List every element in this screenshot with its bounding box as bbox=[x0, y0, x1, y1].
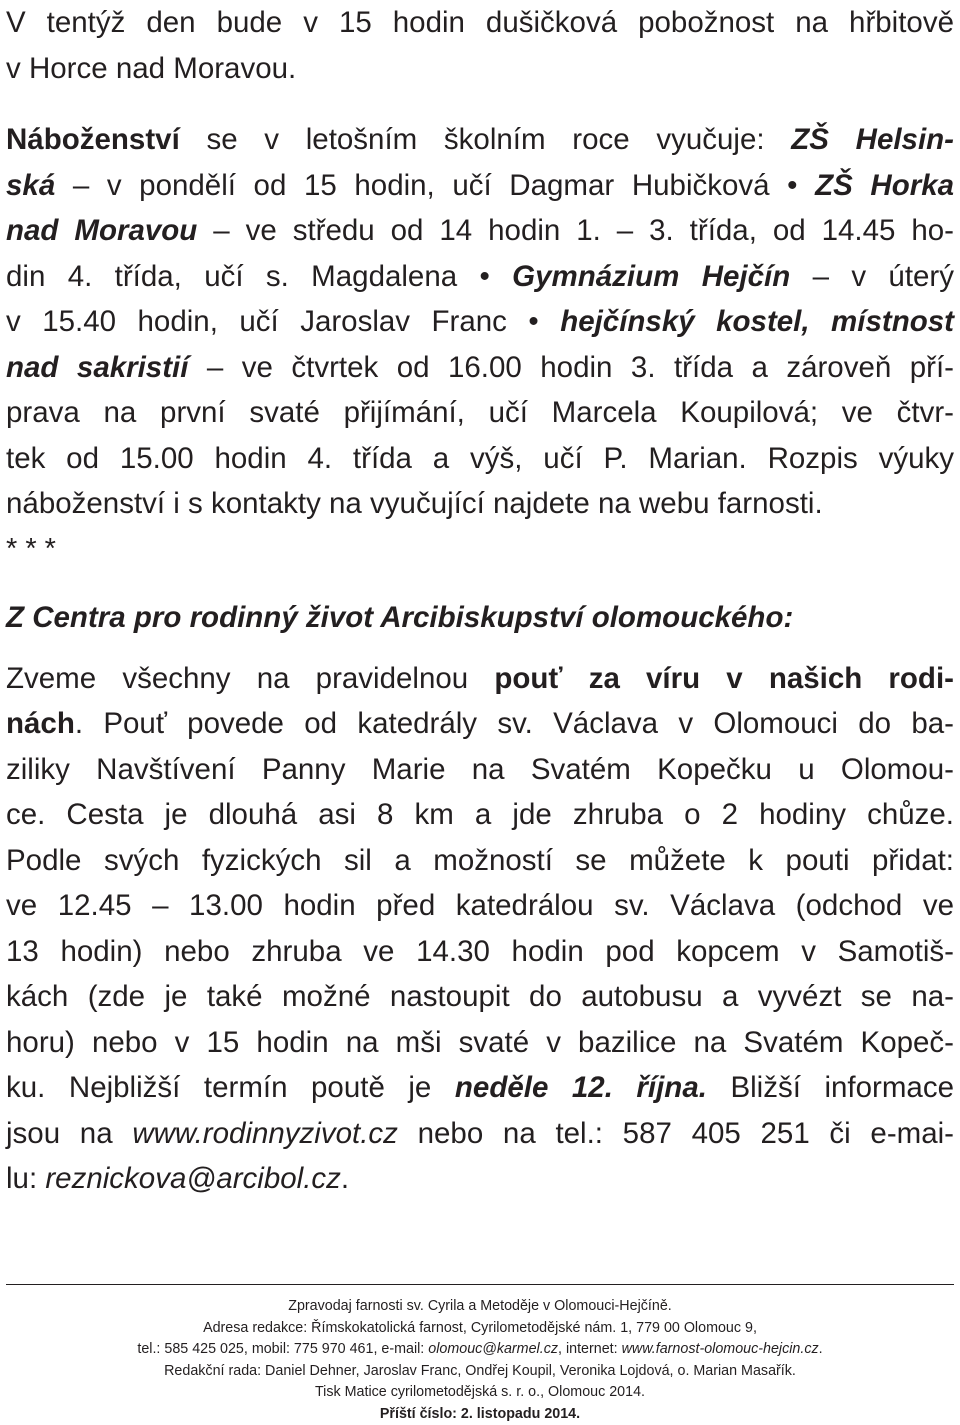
text-line: nách. Pouť povede od katedrály sv. Václava v Olomouci do ba- bbox=[6, 701, 954, 747]
text-line: prava na první svaté přijímání, učí Marcela Koupilová; ve čtvr- bbox=[6, 390, 954, 436]
text-line: din 4. třída, učí s. Magdalena • Gymnázium Hejčín – v úterý bbox=[6, 254, 954, 300]
term-nabozenstvi: Náboženství bbox=[6, 123, 180, 156]
section-separator: * * * bbox=[6, 527, 954, 572]
article bbox=[6, 0, 954, 1202]
footer-email-link[interactable]: olomouc@karmel.cz bbox=[428, 1341, 558, 1357]
text-line: v Horce nad Moravou. bbox=[6, 46, 954, 92]
footer-website-link[interactable]: www.farnost-olomouc-hejcin.cz bbox=[622, 1341, 819, 1357]
text-line: ziliky Navštívení Panny Marie na Svatém Kopečku u Olomou- bbox=[6, 747, 954, 793]
text-line: ve 12.45 – 13.00 hodin před katedrálou sv. Václava (odchod ve bbox=[6, 883, 954, 929]
section-heading: Z Centra pro rodinný život Arcibiskupství olomouckého: bbox=[6, 598, 954, 638]
text-line: kách (zde je také možné nastoupit do autobusu a vyvézt se na- bbox=[6, 974, 954, 1020]
paragraph-family-pilgrimage bbox=[6, 656, 954, 1202]
text-line: tek od 15.00 hodin 4. třída a výš, učí P. Marian. Rozpis výuky bbox=[6, 436, 954, 482]
colophon-printer: Tisk Matice cyrilometodějská s. r. o., Olomouc 2014. bbox=[0, 1382, 960, 1404]
text-line: 13 hodin) nebo zhruba ve 14.30 hodin pod kopcem v Samotiš- bbox=[6, 929, 954, 975]
website-link[interactable]: www.rodinnyzivot.cz bbox=[132, 1117, 398, 1150]
text-line: ská – v pondělí od 15 hodin, učí Dagmar Hubičková • ZŠ Horka bbox=[6, 163, 954, 209]
colophon-next-issue: Příští číslo: 2. listopadu 2014. bbox=[0, 1404, 960, 1425]
text-line: Náboženství se v letošním školním roce vyučuje: ZŠ Helsin- bbox=[6, 117, 954, 163]
text-line: lu: reznickova@arcibol.cz. bbox=[6, 1156, 954, 1202]
text-line: nad Moravou – ve středu od 14 hodin 1. – 3. třída, od 14.45 ho- bbox=[6, 208, 954, 254]
colophon-contacts: tel.: 585 425 025, mobil: 775 970 461, e-mail: olomouc@karmel.cz, internet: www.farnost-olomouc-hejcin.cz. bbox=[0, 1339, 960, 1361]
paragraph-religion-classes bbox=[6, 117, 954, 527]
text-line: V tentýž den bude v 15 hodin dušičková pobožnost na hřbitově bbox=[6, 0, 954, 46]
colophon bbox=[0, 1296, 960, 1425]
colophon-title: Zpravodaj farnosti sv. Cyrila a Metoděje v Olomouci-Hejčíně. bbox=[0, 1296, 960, 1318]
pilgrimage-date: neděle 12. října. bbox=[455, 1071, 707, 1104]
colophon-editors: Redakční rada: Daniel Dehner, Jaroslav Franc, Ondřej Koupil, Veronika Lojdová, o. Marian Masařík. bbox=[0, 1361, 960, 1383]
text-line: Podle svých fyzických sil a možností se můžete k pouti přidat: bbox=[6, 838, 954, 884]
text-line: Zveme všechny na pravidelnou pouť za víru v našich rodi- bbox=[6, 656, 954, 702]
paragraph-pilgrimage bbox=[6, 0, 954, 91]
email-link[interactable]: reznickova@arcibol.cz bbox=[45, 1162, 341, 1195]
footer-divider bbox=[6, 1284, 954, 1285]
colophon-address: Adresa redakce: Římskokatolická farnost, Cyrilometodějské nám. 1, 779 00 Olomouc 9, bbox=[0, 1318, 960, 1340]
text-line: náboženství i s kontakty na vyučující najdete na webu farnosti. bbox=[6, 481, 954, 527]
text-line: horu) nebo v 15 hodin na mši svaté v bazilice na Svatém Kopeč- bbox=[6, 1020, 954, 1066]
text-line: nad sakristií – ve čtvrtek od 16.00 hodin 3. třída a zároveň pří- bbox=[6, 345, 954, 391]
text-line: jsou na www.rodinnyzivot.cz nebo na tel.: 587 405 251 či e-mai- bbox=[6, 1111, 954, 1157]
text-line: ce. Cesta je dlouhá asi 8 km a jde zhruba o 2 hodiny chůze. bbox=[6, 792, 954, 838]
text-line: v 15.40 hodin, učí Jaroslav Franc • hejčínský kostel, místnost bbox=[6, 299, 954, 345]
text-line: ku. Nejbližší termín poutě je neděle 12. října. Bližší informace bbox=[6, 1065, 954, 1111]
